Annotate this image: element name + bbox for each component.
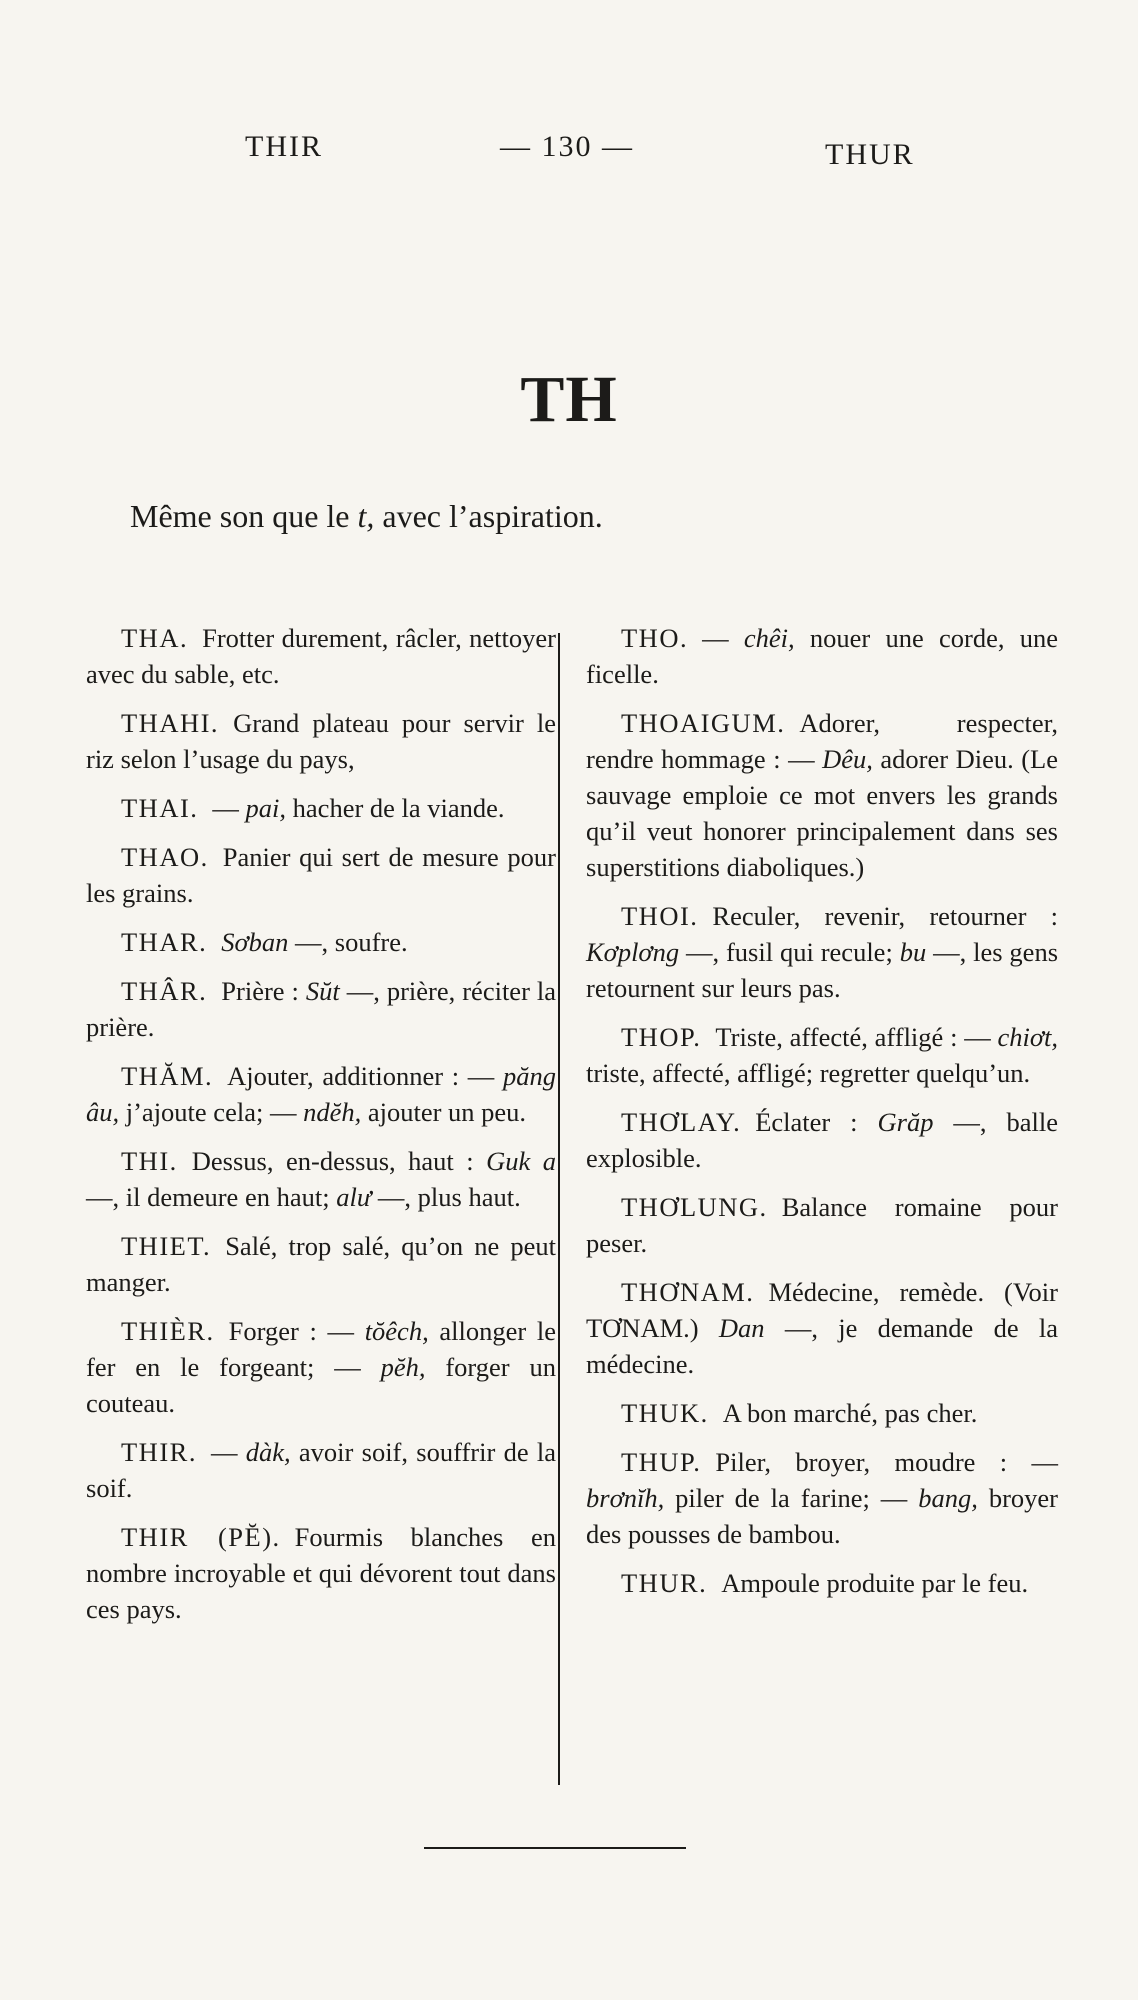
- entry-definition: Fourmis blanches en nombre incroyable et qui dévorent tout dans ces pays.: [86, 1522, 556, 1624]
- entry-definition: Panier qui sert de mesure pour les grains.: [86, 842, 556, 908]
- entry-headword: THA.: [121, 623, 189, 653]
- entry-headword: THAHI.: [121, 708, 220, 738]
- entry-definition: Forger : —: [228, 1316, 365, 1346]
- entry-example: păng âu,: [86, 1061, 556, 1127]
- running-head-left: THIR: [245, 130, 323, 163]
- entry-definition: Triste, affecté, affligé : —: [715, 1022, 998, 1052]
- entry-example: pĕh,: [380, 1352, 426, 1382]
- entry-definition: Ampoule produite par le feu.: [721, 1568, 1029, 1598]
- dictionary-entry: [86, 705, 556, 777]
- entry-definition: —, plus haut.: [371, 1182, 521, 1212]
- dictionary-entry: [586, 1019, 1058, 1091]
- dictionary-entry: [86, 1434, 556, 1506]
- entry-example: brơnĭh,: [586, 1483, 665, 1513]
- section-intro: [130, 498, 830, 535]
- entry-headword: THO.: [621, 623, 689, 653]
- entry-example: Dan: [718, 1313, 765, 1343]
- entry-example: tŏêch,: [364, 1316, 429, 1346]
- intro-text-before: Même son que le: [130, 498, 358, 534]
- entry-headword: THIR.: [121, 1437, 197, 1467]
- entry-example: ndĕh,: [303, 1097, 362, 1127]
- section-title: TH: [520, 363, 618, 436]
- entry-definition: —: [212, 793, 246, 823]
- entry-example: Sŭt: [305, 976, 340, 1006]
- entry-definition: —, prière, réciter la prière.: [86, 976, 556, 1042]
- entry-headword: THAO.: [121, 842, 209, 872]
- dictionary-entry: [586, 620, 1058, 692]
- entry-definition: triste, affecté, affligé; regretter quelqu’un.: [586, 1058, 1031, 1088]
- entry-definition: j’ajoute cela; —: [119, 1097, 304, 1127]
- page-number: — 130 —: [500, 130, 634, 163]
- entry-definition: Grand plateau pour servir le riz selon l’usage du pays,: [86, 708, 556, 774]
- dictionary-entry: [86, 973, 556, 1045]
- entry-example: chêi,: [743, 623, 795, 653]
- entry-definition: —: [210, 1437, 246, 1467]
- entry-definition: —, soufre.: [288, 927, 408, 957]
- entry-definition: Salé, trop salé, qu’on ne peut manger.: [86, 1231, 556, 1297]
- entry-headword: THAR.: [121, 927, 208, 957]
- entry-headword: THOI.: [621, 901, 699, 931]
- entry-example: Sơban: [221, 927, 289, 957]
- entry-headword: THƠLAY.: [621, 1107, 742, 1137]
- entry-definition: Médecine, remède. (Voir TƠNAM.): [586, 1277, 1058, 1343]
- entry-definition: —, il demeure en haut;: [86, 1182, 337, 1212]
- entry-definition: Reculer, revenir, retourner :: [712, 901, 1058, 931]
- dictionary-entry: [586, 1189, 1058, 1261]
- dictionary-entry: [86, 1058, 556, 1130]
- entry-definition: Dessus, en-dessus, haut :: [191, 1146, 487, 1176]
- entry-headword: THƠLUNG.: [621, 1192, 768, 1222]
- dictionary-entry: [86, 924, 556, 960]
- entry-example: Grăp: [877, 1107, 934, 1137]
- entry-example: Guk a: [486, 1146, 556, 1176]
- dictionary-entry: [86, 1143, 556, 1215]
- entry-definition: adorer Dieu. (Le sauvage emploie ce mot envers les grands qu’il veut honorer principalement dans ses superstitions diaboliques.): [586, 744, 1058, 882]
- dictionary-entry: [86, 790, 556, 826]
- entry-example: Kơplơng: [586, 937, 680, 967]
- entry-definition: ajouter un peu.: [361, 1097, 527, 1127]
- entry-headword: THI.: [121, 1146, 178, 1176]
- dictionary-entry: [86, 620, 556, 692]
- entry-definition: allonger le fer en le forgeant; —: [86, 1316, 556, 1382]
- entry-example: pai,: [245, 793, 287, 823]
- entry-example: Dêu,: [822, 744, 873, 774]
- entry-definition: avoir soif, souffrir de la soif.: [86, 1437, 556, 1503]
- entry-definition: hacher de la viande.: [286, 793, 505, 823]
- entry-example: bang,: [918, 1483, 978, 1513]
- entry-example: alư: [336, 1182, 372, 1212]
- entry-headword: THIR (PĔ).: [121, 1522, 281, 1552]
- entry-definition: Adorer, respecter, rendre hommage : —: [586, 708, 1058, 774]
- entry-definition: Balance romaine pour peser.: [586, 1192, 1058, 1258]
- dictionary-entry: [86, 1228, 556, 1300]
- entry-headword: THUK.: [621, 1398, 709, 1428]
- entry-definition: —, fusil qui recule;: [679, 937, 900, 967]
- entry-definition: Éclater :: [755, 1107, 878, 1137]
- dictionary-entry: [586, 705, 1058, 885]
- entry-definition: —: [702, 623, 744, 653]
- dictionary-entry: [586, 1395, 1058, 1431]
- entry-headword: THIET.: [121, 1231, 212, 1261]
- entry-definition: nouer une corde, une ficelle.: [586, 623, 1058, 689]
- entry-definition: A bon marché, pas cher.: [722, 1398, 978, 1428]
- dictionary-entry: [586, 1104, 1058, 1176]
- dictionary-entry: [586, 1444, 1058, 1552]
- entry-headword: THOP.: [621, 1022, 702, 1052]
- entry-headword: THÂR.: [121, 976, 208, 1006]
- dictionary-entry: [586, 898, 1058, 1006]
- entry-example: bu: [899, 937, 927, 967]
- dictionary-entry: [586, 1565, 1058, 1601]
- intro-text-after: avec l’aspiration.: [374, 498, 603, 534]
- entry-definition: broyer des pousses de bambou.: [586, 1483, 1058, 1549]
- entry-definition: Frotter durement, râcler, nettoyer avec du sable, etc.: [86, 623, 556, 689]
- dictionary-entry: [586, 1274, 1058, 1382]
- entry-headword: THOAIGUM.: [621, 708, 786, 738]
- entry-definition: piler de la farine; —: [664, 1483, 919, 1513]
- entry-headword: THUR.: [621, 1568, 708, 1598]
- right-column: [586, 620, 1058, 1614]
- entry-headword: THIÈR.: [121, 1316, 215, 1346]
- dictionary-entry: [86, 1519, 556, 1627]
- entry-headword: THAI.: [121, 793, 199, 823]
- footer-rule: [424, 1847, 686, 1849]
- entry-definition: Prière :: [221, 976, 306, 1006]
- left-column: [86, 620, 556, 1640]
- entry-headword: THUP.: [621, 1447, 702, 1477]
- entry-definition: —, je demande de la médecine.: [586, 1313, 1058, 1379]
- entry-definition: Piler, broyer, moudre : —: [715, 1447, 1058, 1477]
- entry-definition: Ajouter, additionner : —: [227, 1061, 503, 1091]
- dictionary-entry: [86, 839, 556, 911]
- entry-headword: THƠNAM.: [621, 1277, 755, 1307]
- entry-example: chiơt,: [997, 1022, 1058, 1052]
- entry-definition: forger un couteau.: [86, 1352, 556, 1418]
- running-head-right: THUR: [825, 138, 915, 171]
- dictionary-entry: [86, 1313, 556, 1421]
- intro-letter: t,: [357, 498, 375, 534]
- entry-definition: —, balle explosible.: [586, 1107, 1059, 1173]
- column-divider: [558, 633, 560, 1785]
- entry-definition: —, les gens retournent sur leurs pas.: [586, 937, 1059, 1003]
- entry-headword: THĂM.: [121, 1061, 214, 1091]
- running-head: [0, 130, 1138, 170]
- entry-example: dàk,: [245, 1437, 291, 1467]
